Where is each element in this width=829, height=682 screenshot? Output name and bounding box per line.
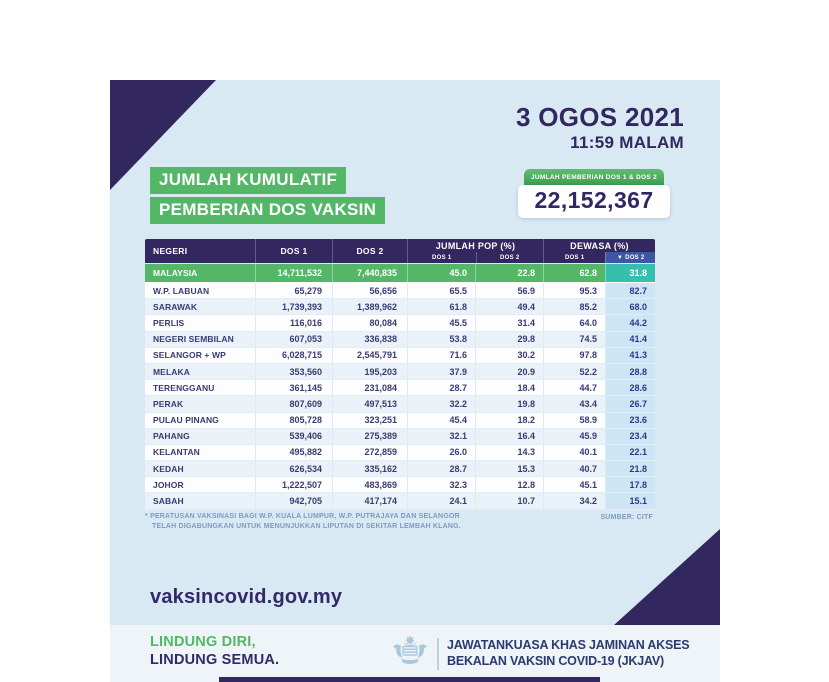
cell-pop-dos2: 31.4 xyxy=(475,315,543,330)
cell-negeri: MALAYSIA xyxy=(153,268,198,278)
cell-dewasa-dos2: 17.8 xyxy=(605,477,655,492)
slogan xyxy=(150,634,279,669)
cell-dewasa-dos2: 28.6 xyxy=(605,380,655,395)
cell-dewasa-dos2: 68.0 xyxy=(605,299,655,314)
cell-dos2: 231,084 xyxy=(332,380,407,395)
cell-dos1: 539,406 xyxy=(255,429,332,444)
slogan-line1: LINDUNG DIRI, xyxy=(150,634,256,650)
cell-dos1: 495,882 xyxy=(255,445,332,460)
report-time: 11:59 MALAM xyxy=(570,133,684,152)
main-card xyxy=(110,80,720,625)
cell-pop-dos2: 56.9 xyxy=(475,283,543,298)
cell-pop-dos1: 28.7 xyxy=(407,380,475,395)
cell-dewasa-dos1: 74.5 xyxy=(543,332,605,347)
table-row xyxy=(145,380,655,396)
footnote xyxy=(145,512,655,531)
footnote-line1: * PERATUSAN VAKSINASI BAGI W.P. KUALA LUMPUR, W.P. PUTRAJAYA DAN SELANGOR xyxy=(145,513,460,520)
cell-dos1: 607,053 xyxy=(255,332,332,347)
cell-pop-dos1: 65.5 xyxy=(407,283,475,298)
cell-dewasa-dos1: 97.8 xyxy=(543,348,605,363)
cell-pop-dos1: 37.9 xyxy=(407,364,475,379)
group-label-jumlah-pop: JUMLAH POP (%) xyxy=(435,240,516,251)
cell-dos2: 1,389,962 xyxy=(332,299,407,314)
cell-pop-dos1: 45.4 xyxy=(407,413,475,428)
cell-dewasa-dos2: 21.8 xyxy=(605,461,655,476)
subheader-pop-dos2: DOS 2 xyxy=(476,252,544,263)
cell-dewasa-dos2: 41.3 xyxy=(605,348,655,363)
coat-of-arms-icon xyxy=(391,634,429,673)
counter-label: JUMLAH PEMBERIAN DOS 1 & DOS 2 xyxy=(524,169,664,185)
cell-dewasa-dos2: 23.6 xyxy=(605,413,655,428)
cell-dos1: 14,711,532 xyxy=(255,264,332,282)
cell-pop-dos1: 32.1 xyxy=(407,429,475,444)
cell-dos2: 417,174 xyxy=(332,493,407,508)
cell-pop-dos1: 45.0 xyxy=(407,264,475,282)
cell-pop-dos1: 71.6 xyxy=(407,348,475,363)
cell-negeri: NEGERI SEMBILAN xyxy=(153,334,234,345)
table-row xyxy=(145,429,655,445)
cell-dos1: 353,560 xyxy=(255,364,332,379)
cell-pop-dos2: 30.2 xyxy=(475,348,543,363)
cell-pop-dos2: 12.8 xyxy=(475,477,543,492)
cell-dewasa-dos1: 44.7 xyxy=(543,380,605,395)
table-row xyxy=(145,364,655,380)
cell-pop-dos1: 32.3 xyxy=(407,477,475,492)
cell-dewasa-dos1: 40.7 xyxy=(543,461,605,476)
cell-pop-dos1: 45.5 xyxy=(407,315,475,330)
cell-dewasa-dos1: 43.4 xyxy=(543,396,605,411)
cell-dewasa-dos2: 31.8 xyxy=(605,264,655,282)
cell-negeri: KELANTAN xyxy=(153,447,200,458)
cell-dos1: 942,705 xyxy=(255,493,332,508)
org-name xyxy=(447,638,689,669)
cell-negeri: SARAWAK xyxy=(153,301,198,312)
cell-dos1: 1,739,393 xyxy=(255,299,332,314)
subheader-dewasa-dos1: DOS 1 xyxy=(564,254,585,261)
cell-dewasa-dos2: 23.4 xyxy=(605,429,655,444)
cell-negeri: KEDAH xyxy=(153,463,184,474)
cell-dewasa-dos1: 64.0 xyxy=(543,315,605,330)
cell-dewasa-dos1: 62.8 xyxy=(543,264,605,282)
cell-negeri: PERLIS xyxy=(153,317,185,328)
cell-dos1: 6,028,715 xyxy=(255,348,332,363)
cell-dos2: 336,838 xyxy=(332,332,407,347)
cell-dos2: 275,389 xyxy=(332,429,407,444)
report-date: 3 OGOS 2021 xyxy=(515,102,684,132)
cell-pop-dos2: 14.3 xyxy=(475,445,543,460)
table-row xyxy=(145,283,655,299)
jkjav-org-block xyxy=(391,634,689,673)
cell-dewasa-dos1: 85.2 xyxy=(543,299,605,314)
column-group-dewasa xyxy=(543,239,655,263)
cell-pop-dos1: 32.2 xyxy=(407,396,475,411)
cell-dos2: 2,545,791 xyxy=(332,348,407,363)
cell-dewasa-dos2: 28.8 xyxy=(605,364,655,379)
cell-pop-dos2: 19.8 xyxy=(475,396,543,411)
subheader-pop-dos1: DOS 1 xyxy=(431,254,452,261)
cell-dos2: 335,162 xyxy=(332,461,407,476)
cell-negeri: W.P. LABUAN xyxy=(153,285,210,296)
footnote-line2: TELAH DIGABUNGKAN UNTUK MENUNJUKKAN LIPUTAN DI SEKITAR LEMBAH KLANG. xyxy=(152,522,461,530)
cell-pop-dos1: 53.8 xyxy=(407,332,475,347)
cell-pop-dos2: 15.3 xyxy=(475,461,543,476)
cell-dos2: 483,869 xyxy=(332,477,407,492)
cell-dewasa-dos1: 52.2 xyxy=(543,364,605,379)
cell-dos1: 361,145 xyxy=(255,380,332,395)
subheader-dewasa-dos2-sorted[interactable]: ▼ DOS 2 xyxy=(605,252,655,263)
cell-pop-dos2: 22.8 xyxy=(475,264,543,282)
column-header-dos1: DOS 1 xyxy=(255,239,332,263)
cell-dos2: 497,513 xyxy=(332,396,407,411)
table-row xyxy=(145,332,655,348)
divider xyxy=(437,638,439,670)
table-row xyxy=(145,315,655,331)
cell-dewasa-dos1: 45.1 xyxy=(543,477,605,492)
cell-negeri: PERAK xyxy=(153,398,184,409)
cell-pop-dos2: 29.8 xyxy=(475,332,543,347)
cell-dos1: 805,728 xyxy=(255,413,332,428)
cell-pop-dos2: 18.2 xyxy=(475,413,543,428)
cell-dewasa-dos2: 82.7 xyxy=(605,283,655,298)
table-row xyxy=(145,396,655,412)
slogan-line2: LINDUNG SEMUA. xyxy=(150,651,280,668)
table-row xyxy=(145,299,655,315)
source-label: SUMBER: CITF xyxy=(600,514,653,521)
table-row xyxy=(145,348,655,364)
title-line2: PEMBERIAN DOS VAKSIN xyxy=(150,197,385,224)
org-name-line1: JAWATANKUASA KHAS JAMINAN AKSES xyxy=(447,638,690,652)
cell-dewasa-dos1: 45.9 xyxy=(543,429,605,444)
cell-pop-dos2: 49.4 xyxy=(475,299,543,314)
cell-dewasa-dos1: 95.3 xyxy=(543,283,605,298)
cell-pop-dos1: 61.8 xyxy=(407,299,475,314)
cell-negeri: PULAU PINANG xyxy=(153,415,219,426)
cell-dos1: 65,279 xyxy=(255,283,332,298)
vaccination-table xyxy=(145,239,655,510)
cell-pop-dos2: 10.7 xyxy=(475,493,543,508)
cell-pop-dos2: 20.9 xyxy=(475,364,543,379)
cell-negeri: SABAH xyxy=(153,496,184,507)
cell-dewasa-dos2: 44.2 xyxy=(605,315,655,330)
total-doses-counter xyxy=(518,169,670,218)
cell-dos2: 195,203 xyxy=(332,364,407,379)
cell-dos1: 116,016 xyxy=(255,315,332,330)
cell-dos2: 56,656 xyxy=(332,283,407,298)
cell-dewasa-dos2: 41.4 xyxy=(605,332,655,347)
cell-dewasa-dos2: 15.1 xyxy=(605,493,655,508)
footer-band xyxy=(110,625,720,682)
cell-pop-dos1: 26.0 xyxy=(407,445,475,460)
table-total-row-malaysia xyxy=(145,264,655,283)
bottom-accent-bar xyxy=(219,677,600,682)
corner-triangle-bottom-right xyxy=(614,529,720,625)
cell-negeri: PAHANG xyxy=(153,431,190,442)
column-header-negeri: NEGERI xyxy=(153,246,188,256)
cell-negeri: MELAKA xyxy=(153,366,190,377)
cell-dos1: 1,222,507 xyxy=(255,477,332,492)
cell-negeri: TERENGGANU xyxy=(153,382,215,393)
cell-dewasa-dos1: 40.1 xyxy=(543,445,605,460)
date-block xyxy=(516,102,684,153)
cell-dewasa-dos1: 58.9 xyxy=(543,413,605,428)
title-line1: JUMLAH KUMULATIF xyxy=(150,167,346,194)
counter-value: 22,152,367 xyxy=(518,185,670,218)
table-header-row xyxy=(145,239,655,263)
cell-dewasa-dos1: 34.2 xyxy=(543,493,605,508)
column-group-jumlah-pop xyxy=(407,239,543,263)
cell-negeri: SELANGOR + WP xyxy=(153,350,226,361)
org-name-line2: BEKALAN VAKSIN COVID-19 (JKJAV) xyxy=(447,653,664,668)
table-row xyxy=(145,493,655,509)
cell-pop-dos2: 16.4 xyxy=(475,429,543,444)
cell-pop-dos1: 24.1 xyxy=(407,493,475,508)
cell-dos2: 7,440,835 xyxy=(332,264,407,282)
table-row xyxy=(145,413,655,429)
group-label-dewasa: DEWASA (%) xyxy=(570,240,629,251)
cell-dewasa-dos2: 22.1 xyxy=(605,445,655,460)
cell-dos2: 272,859 xyxy=(332,445,407,460)
table-row xyxy=(145,477,655,493)
cell-dos2: 323,251 xyxy=(332,413,407,428)
column-header-dos2: DOS 2 xyxy=(332,239,407,263)
cell-dewasa-dos2: 26.7 xyxy=(605,396,655,411)
table-row xyxy=(145,445,655,461)
cell-dos1: 807,609 xyxy=(255,396,332,411)
cell-pop-dos2: 18.4 xyxy=(475,380,543,395)
table-body xyxy=(145,283,655,510)
website-link[interactable]: vaksincovid.gov.my xyxy=(150,586,343,608)
table-row xyxy=(145,461,655,477)
page-title xyxy=(150,167,385,227)
cell-pop-dos1: 28.7 xyxy=(407,461,475,476)
cell-negeri: JOHOR xyxy=(153,479,184,490)
cell-dos1: 626,534 xyxy=(255,461,332,476)
cell-dos2: 80,084 xyxy=(332,315,407,330)
